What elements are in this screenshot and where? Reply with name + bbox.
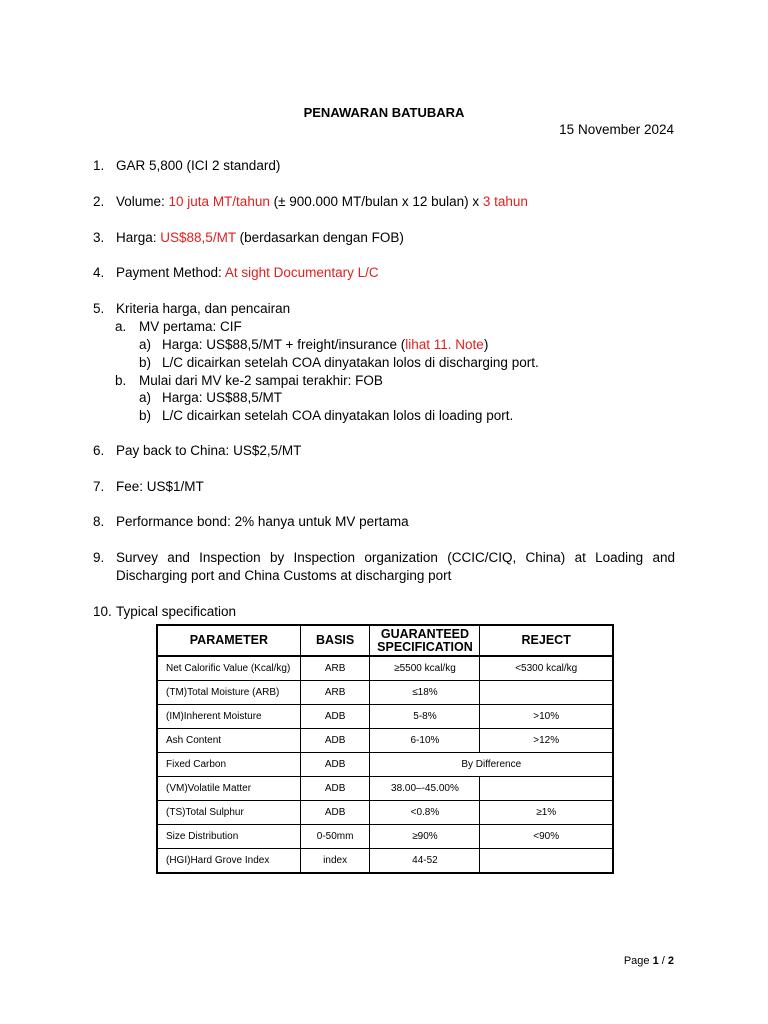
item-text: Fee: US$1/MT — [116, 479, 204, 494]
cif-price-close: ) — [483, 337, 489, 352]
cell-reject: >12% — [480, 729, 613, 753]
cif-price-text: Harga: US$88,5/MT + freight/insurance ( — [162, 337, 406, 352]
item-text: Typical specification — [116, 604, 237, 619]
item-text — [116, 193, 675, 211]
sub-item-number: a. — [115, 319, 127, 334]
table-row — [157, 656, 613, 681]
cell-parameter: (HGI)Hard Grove Index — [157, 849, 300, 874]
item-number: 5. — [93, 301, 105, 316]
cell-basis: ARB — [300, 681, 370, 705]
item-number: 1. — [93, 158, 105, 173]
item-number: 8. — [93, 514, 105, 529]
payment-label: Payment Method: — [116, 265, 225, 280]
item-number: 3. — [93, 230, 105, 245]
cell-parameter: Size Distribution — [157, 825, 300, 849]
item-text: Survey and Inspection by Inspection organization (CCIC/CIQ, China) at Loading and Discharging port and China Customs at discharging port — [116, 550, 675, 583]
cell-basis: ADB — [300, 777, 370, 801]
volume-amount: 10 juta MT/tahun — [168, 194, 270, 209]
table-row — [157, 705, 613, 729]
cell-basis: ADB — [300, 801, 370, 825]
cell-reject: <90% — [480, 825, 613, 849]
price-value: US$88,5/MT — [160, 230, 236, 245]
sub-sub-item-number: a) — [139, 337, 152, 352]
document-date: 15 November 2024 — [559, 122, 674, 137]
column-header-basis: BASIS — [300, 625, 370, 656]
item-text — [116, 229, 675, 247]
sub-sub-item-number: a) — [139, 390, 152, 405]
page-current: 1 — [652, 955, 659, 967]
item-number: 10. — [93, 604, 112, 619]
item-text: GAR 5,800 (ICI 2 standard) — [116, 158, 281, 173]
item-number: 6. — [93, 443, 105, 458]
table-row — [157, 777, 613, 801]
cell-spec: 5-8% — [370, 705, 480, 729]
sub-item-text: MV pertama: CIF — [139, 319, 242, 334]
column-header-guaranteed-specification: GUARANTEED SPECIFICATION — [370, 625, 480, 656]
cell-parameter: Fixed Carbon — [157, 753, 300, 777]
table-row — [157, 849, 613, 874]
cell-reject: >10% — [480, 705, 613, 729]
sub-sub-item-text: L/C dicairkan setelah COA dinyatakan lolos di discharging port. — [162, 355, 539, 370]
page-separator: / — [658, 955, 668, 967]
payment-method: At sight Documentary L/C — [224, 265, 379, 280]
sub-sub-item-text: Harga: US$88,5/MT — [162, 390, 283, 405]
item-number: 7. — [93, 479, 105, 494]
table-row — [157, 753, 613, 777]
cell-basis: ADB — [300, 705, 370, 729]
price-label: Harga: — [116, 230, 161, 245]
item-text: Pay back to China: US$2,5/MT — [116, 443, 302, 458]
item-text: Performance bond: 2% hanya untuk MV pertama — [116, 514, 409, 529]
cell-basis: index — [300, 849, 370, 874]
item-number: 2. — [93, 194, 105, 209]
cell-basis: ADB — [300, 753, 370, 777]
cell-spec: 6-10% — [370, 729, 480, 753]
cell-reject — [480, 681, 613, 705]
cell-basis: ADB — [300, 729, 370, 753]
item-number: 9. — [93, 550, 105, 565]
item-text: Kriteria harga, dan pencairan — [116, 301, 291, 316]
volume-detail: (± 900.000 MT/bulan x 12 bulan) x — [269, 194, 483, 209]
cell-parameter: (VM)Volatile Matter — [157, 777, 300, 801]
table-row — [157, 825, 613, 849]
cell-basis: ARB — [300, 656, 370, 681]
sub-sub-item-number: b) — [139, 408, 152, 423]
column-header-parameter: PARAMETER — [157, 625, 300, 656]
cell-parameter: Net Calorific Value (Kcal/kg) — [157, 656, 300, 681]
sub-item-text: Mulai dari MV ke-2 sampai terakhir: FOB — [139, 373, 383, 388]
typical-specification-table — [156, 624, 614, 874]
cell-merged-spec: By Difference — [370, 753, 613, 777]
price-basis: (berdasarkan dengan FOB) — [235, 230, 404, 245]
note-reference: lihat 11. Note — [405, 337, 484, 352]
cell-reject — [480, 849, 613, 874]
cell-reject — [480, 777, 613, 801]
table-header-row — [157, 625, 613, 656]
volume-label: Volume: — [116, 194, 169, 209]
cell-parameter: Ash Content — [157, 729, 300, 753]
document-title: PENAWARAN BATUBARA — [303, 105, 465, 120]
volume-duration: 3 tahun — [482, 194, 528, 209]
sub-sub-item-number: b) — [139, 355, 152, 370]
page-number — [624, 955, 674, 967]
cell-spec: ≥5500 kcal/kg — [370, 656, 480, 681]
page-label: Page — [623, 955, 653, 967]
cell-reject: ≥1% — [480, 801, 613, 825]
column-header-reject: REJECT — [480, 625, 613, 656]
table-row — [157, 801, 613, 825]
sub-sub-item-text: L/C dicairkan setelah COA dinyatakan lolos di loading port. — [162, 408, 514, 423]
sub-sub-item-text — [162, 336, 488, 354]
cell-spec: ≥90% — [370, 825, 480, 849]
table-row — [157, 681, 613, 705]
page-total: 2 — [667, 955, 674, 967]
item-text — [116, 264, 675, 282]
cell-basis: 0-50mm — [300, 825, 370, 849]
cell-parameter: (TS)Total Sulphur — [157, 801, 300, 825]
cell-spec: ≤18% — [370, 681, 480, 705]
cell-spec: 44-52 — [370, 849, 480, 874]
table-row — [157, 729, 613, 753]
cell-spec: <0.8% — [370, 801, 480, 825]
cell-parameter: (IM)Inherent Moisture — [157, 705, 300, 729]
cell-reject: <5300 kcal/kg — [480, 656, 613, 681]
cell-spec: 38.00–-45.00% — [370, 777, 480, 801]
sub-item-number: b. — [115, 373, 127, 388]
item-number: 4. — [93, 265, 105, 280]
cell-parameter: (TM)Total Moisture (ARB) — [157, 681, 300, 705]
